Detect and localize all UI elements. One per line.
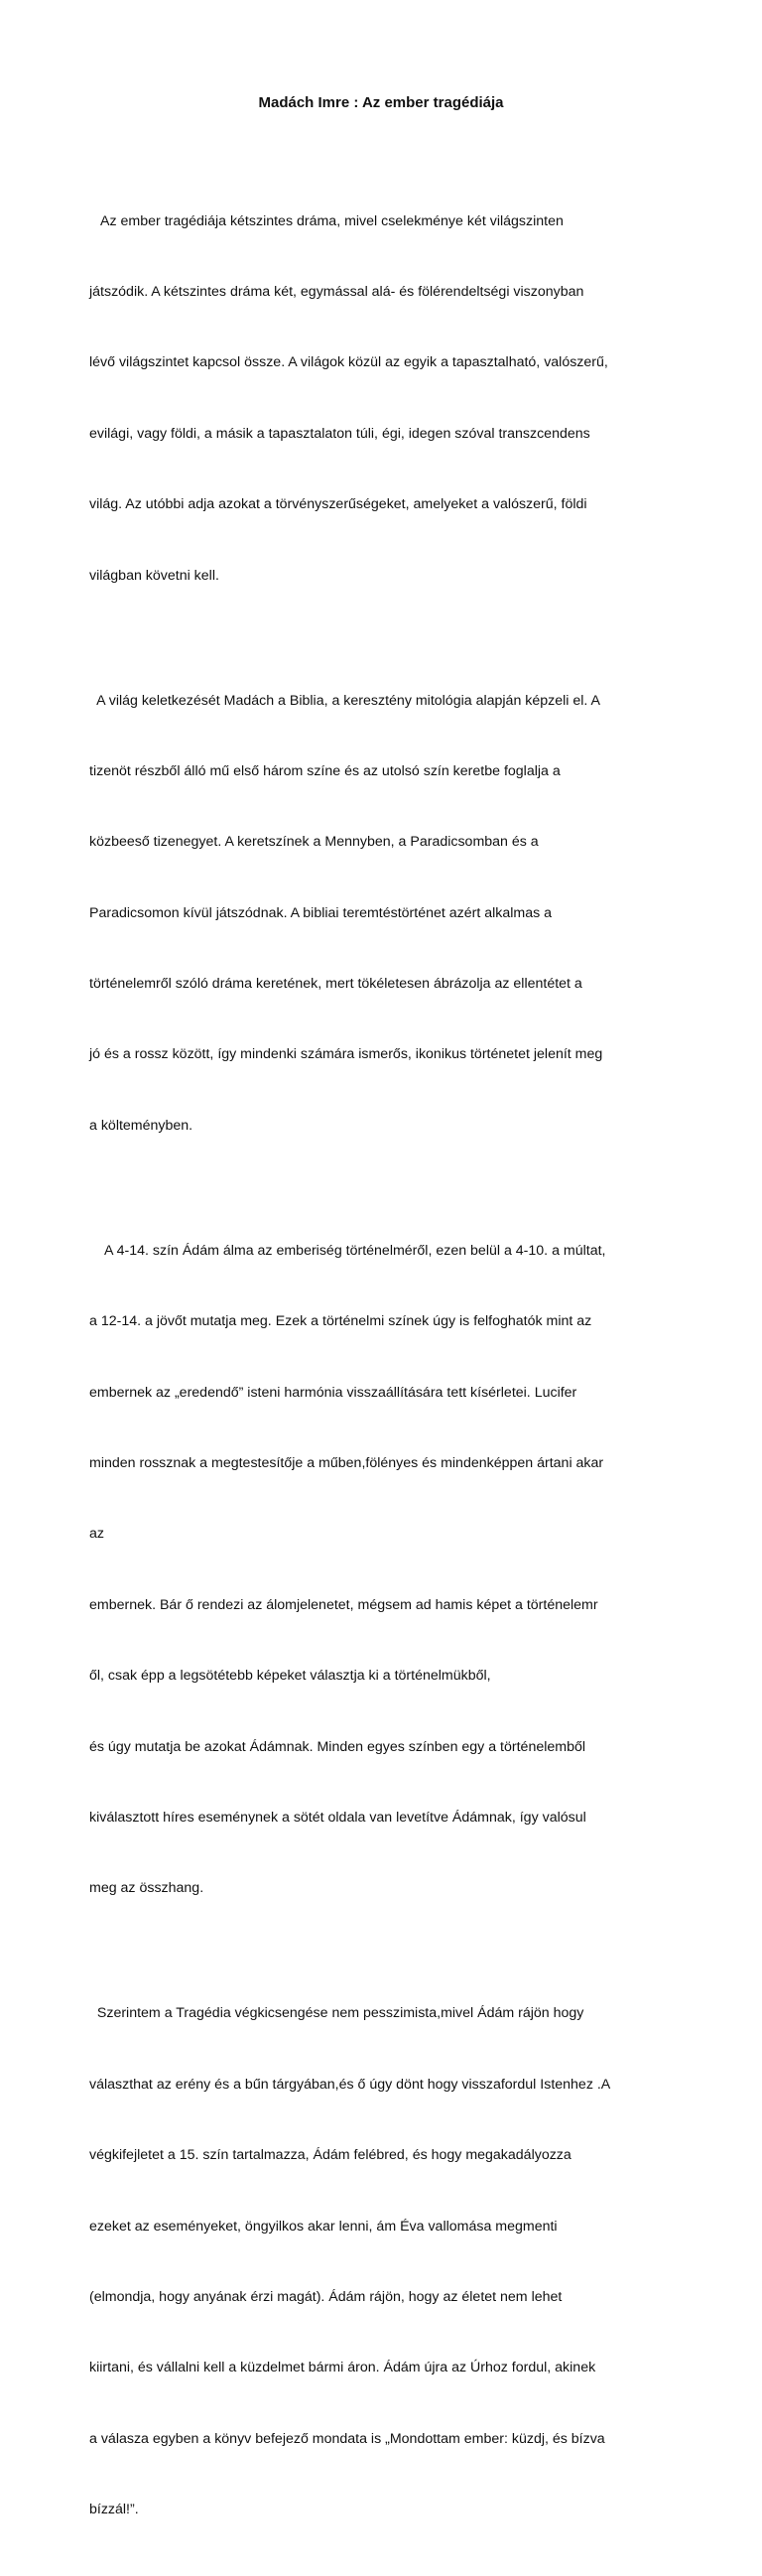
- paragraph-2: [89, 642, 681, 1185]
- text-line: világ. Az utóbbi adja azokat a törvényszerűségeket, amelyeket a valószerű, földi: [89, 496, 587, 513]
- paragraph-4: [89, 1956, 681, 2570]
- text-line: minden rossznak a megtestesítője a műben,fölényes és mindenképpen ártani akar: [89, 1455, 604, 1472]
- text-line: közbeeső tizenegyet. A keretszínek a Mennyben, a Paradicsomban és a: [89, 834, 539, 851]
- text-line: ezeket az eseményeket, öngyilkos akar lenni, ám Éva vallomása megmenti: [89, 2218, 558, 2235]
- text-line: A 4-14. szín Ádám álma az emberiség történelméről, ezen belül a 4-10. a múltat,: [89, 1242, 606, 1259]
- document-body: [89, 163, 681, 2576]
- text-line: a költeményben.: [89, 1117, 193, 1134]
- paragraph-3: [89, 1192, 681, 1949]
- text-line: lévő világszintet kapcsol össze. A világok közül az egyik a tapasztalható, valószerű,: [89, 354, 608, 371]
- text-line: végkifejletet a 15. szín tartalmazza, Ádám felébred, és hogy megakadályozza: [89, 2147, 572, 2164]
- text-line: jó és a rossz között, így mindenki számára ismerős, ikonikus történetet jelenít meg: [89, 1046, 603, 1063]
- text-line: az: [89, 1526, 104, 1543]
- text-line: kiirtani, és vállalni kell a küzdelmet bármi áron. Ádám újra az Úrhoz fordul, akinek: [89, 2360, 596, 2376]
- text-line: kiválasztott híres eseménynek a sötét oldala van levetítve Ádámnak, így valósul: [89, 1809, 586, 1826]
- text-line: világban követni kell.: [89, 567, 219, 584]
- text-line: tizenöt részből álló mű első három színe és az utolsó szín keretbe foglalja a: [89, 762, 561, 779]
- text-line: történelemről szóló dráma keretének, mert tökéletesen ábrázolja az ellentétet a: [89, 976, 582, 993]
- document-title: Madách Imre : Az ember tragédiája: [258, 94, 504, 111]
- text-line: bízzál!”.: [89, 2502, 139, 2518]
- text-line: a 12-14. a jövőt mutatja meg. Ezek a történelmi színek úgy is felfoghatók mint az: [89, 1313, 592, 1330]
- text-line: a válasza egyben a könyv befejező mondata is „Mondottam ember: küzdj, és bízva: [89, 2430, 605, 2447]
- paragraph-1: [89, 163, 681, 635]
- text-line: (elmondja, hogy anyának érzi magát). Ádám rájön, hogy az életet nem lehet: [89, 2288, 563, 2305]
- text-line: meg az összhang.: [89, 1880, 204, 1897]
- text-line: A világ keletkezését Madách a Biblia, a keresztény mitológia alapján képzeli el. A: [89, 692, 600, 709]
- text-line: embernek. Bár ő rendezi az álomjelenetet, mégsem ad hamis képet a történelemr: [89, 1596, 598, 1613]
- text-line: Paradicsomon kívül játszódnak. A bibliai teremtéstörténet azért alkalmas a: [89, 904, 553, 921]
- text-line: játszódik. A kétszintes dráma két, egymással alá- és fölérendeltségi viszonyban: [89, 283, 584, 300]
- text-line: embernek az „eredendő” isteni harmónia visszaállítására tett kísérletei. Lucifer: [89, 1384, 577, 1401]
- text-line: Az ember tragédiája kétszintes dráma, mivel cselekménye két világszinten: [89, 212, 564, 229]
- text-line: és úgy mutatja be azokat Ádámnak. Minden egyes színben egy a történelemből: [89, 1738, 586, 1755]
- text-line: evilági, vagy földi, a másik a tapasztalaton túli, égi, idegen szóval transzcendens: [89, 425, 590, 442]
- text-line: ől, csak épp a legsötétebb képeket választja ki a történelmükből,: [89, 1668, 491, 1685]
- text-line: választhat az erény és a bűn tárgyában,és ő úgy dönt hogy visszafordul Istenhez .A: [89, 2076, 611, 2093]
- text-line: Szerintem a Tragédia végkicsengése nem pesszimista,mivel Ádám rájön hogy: [89, 2005, 584, 2022]
